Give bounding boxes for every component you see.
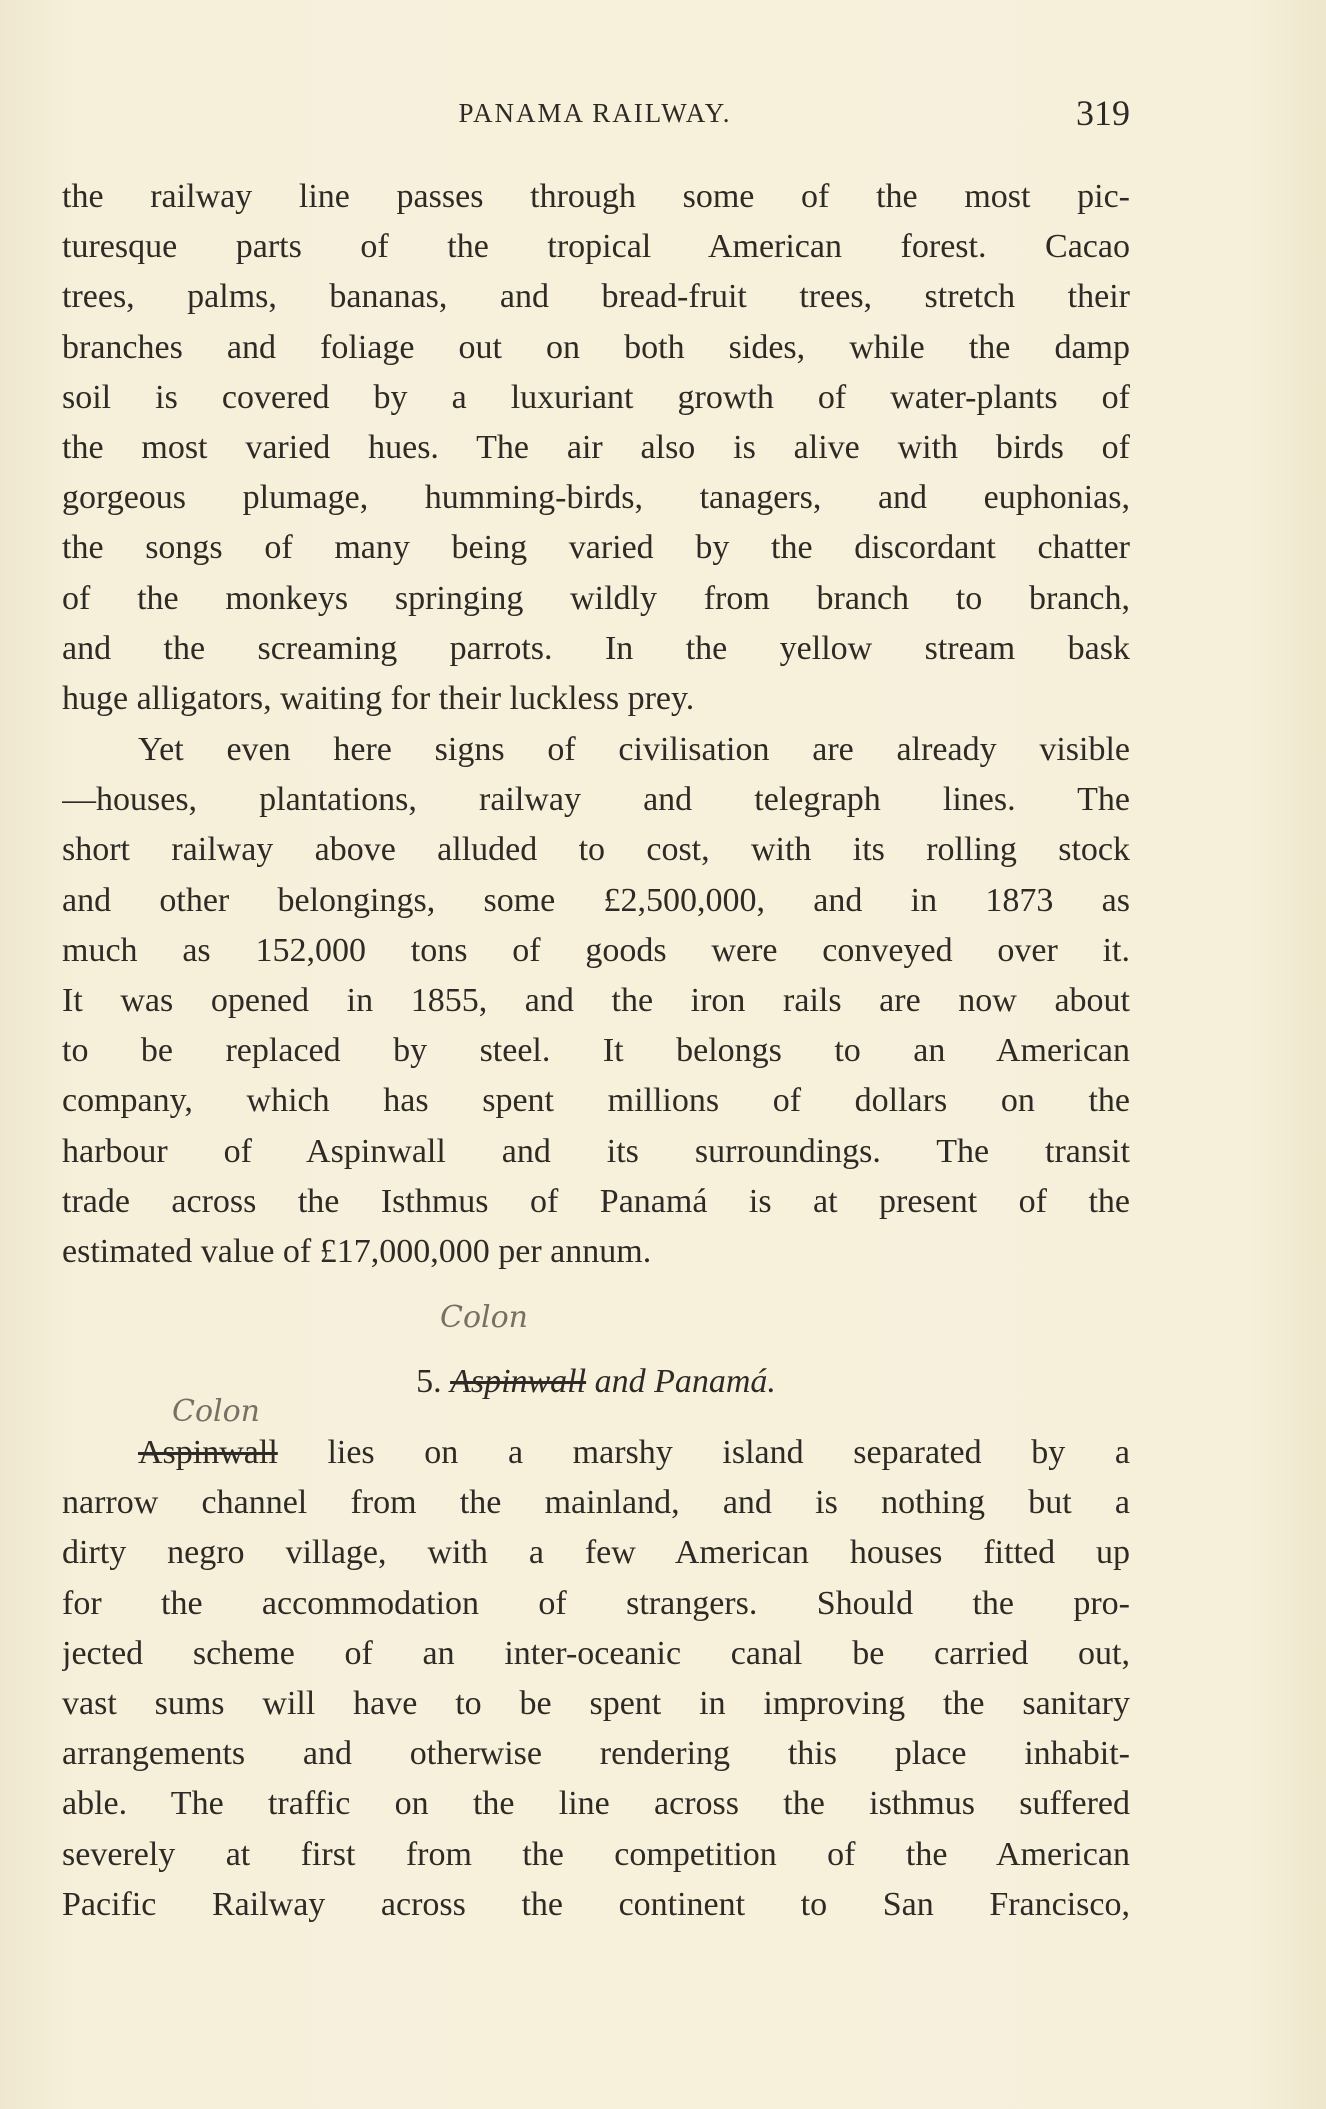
text-line: huge alligators, waiting for their luckless prey. xyxy=(62,679,695,717)
text-line: soil is covered by a luxuriant growth of water-plants of xyxy=(62,378,1130,416)
text-line: harbour of Aspinwall and its surroundings. The transit xyxy=(62,1132,1130,1170)
text-line: dirty negro village, with a few American houses fitted up xyxy=(62,1534,1130,1572)
text-line: the songs of many being varied by the discordant chatter xyxy=(62,529,1130,567)
text-line: short railway above alluded to cost, with its rolling stock xyxy=(62,831,1130,869)
running-head xyxy=(60,92,1130,132)
text-line: —houses, plantations, railway and telegraph lines. The xyxy=(62,781,1130,819)
paragraph-1 xyxy=(62,172,1130,724)
section-number: 5. xyxy=(416,1363,442,1400)
text-line: and the screaming parrots. In the yellow stream bask xyxy=(62,629,1130,667)
text-line: much as 152,000 tons of goods were conveyed over it. xyxy=(62,931,1130,969)
text-line: narrow channel from the mainland, and is nothing but a xyxy=(62,1484,1130,1522)
text-line: branches and foliage out on both sides, while the damp xyxy=(62,328,1130,366)
text-line: for the accommodation of strangers. Should the pro- xyxy=(62,1584,1130,1622)
text-line: turesque parts of the tropical American forest. Cacao xyxy=(62,228,1130,266)
text-line: arrangements and otherwise rendering this place inhabit- xyxy=(62,1735,1130,1773)
text-line: trade across the Isthmus of Panamá is at present of the xyxy=(62,1182,1130,1220)
text-line: to be replaced by steel. It belongs to an American xyxy=(62,1032,1130,1070)
text-line: able. The traffic on the line across the isthmus suffered xyxy=(62,1785,1130,1823)
paragraph-2 xyxy=(62,725,1130,1277)
text-line: gorgeous plumage, humming-birds, tanagers, and euphonias, xyxy=(62,479,1130,517)
text-line: the most varied hues. The air also is alive with birds of xyxy=(62,428,1130,466)
text-line: estimated value of £17,000,000 per annum. xyxy=(62,1232,652,1270)
text-line: of the monkeys springing wildly from branch to branch, xyxy=(62,579,1130,617)
section-title: and Panamá. xyxy=(594,1363,776,1400)
section-struck-word: Aspinwall xyxy=(450,1363,587,1400)
text-line: vast sums will have to be spent in improving the sanitary xyxy=(62,1684,1130,1722)
text-line: severely at first from the competition of the American xyxy=(62,1835,1130,1873)
text-line: trees, palms, bananas, and bread-fruit trees, stretch their xyxy=(62,278,1130,316)
handwritten-annotation-margin: Colon xyxy=(172,1394,260,1429)
first-line-text: lies on a marshy island separated by a xyxy=(327,1434,1130,1471)
text-line: the railway line passes through some of the most pic- xyxy=(62,178,1130,215)
paragraph-3 xyxy=(62,1428,1130,1930)
struck-first-word: Aspinwall xyxy=(138,1434,278,1471)
text-line: It was opened in 1855, and the iron rails are now about xyxy=(62,981,1130,1019)
text-line: and other belongings, some £2,500,000, and in 1873 as xyxy=(62,881,1130,919)
text-line: Yet even here signs of civilisation are already visible xyxy=(138,731,1130,768)
text-line: company, which has spent millions of dollars on the xyxy=(62,1082,1130,1120)
page-number: 319 xyxy=(1076,93,1130,133)
running-title: PANAMA RAILWAY. xyxy=(458,98,732,128)
text-line: Pacific Railway across the continent to San Francisco, xyxy=(62,1885,1130,1923)
text-line: jected scheme of an inter-oceanic canal be carried out, xyxy=(62,1634,1130,1672)
handwritten-annotation-above: Colon xyxy=(440,1300,528,1335)
text-line xyxy=(62,1428,1130,1478)
